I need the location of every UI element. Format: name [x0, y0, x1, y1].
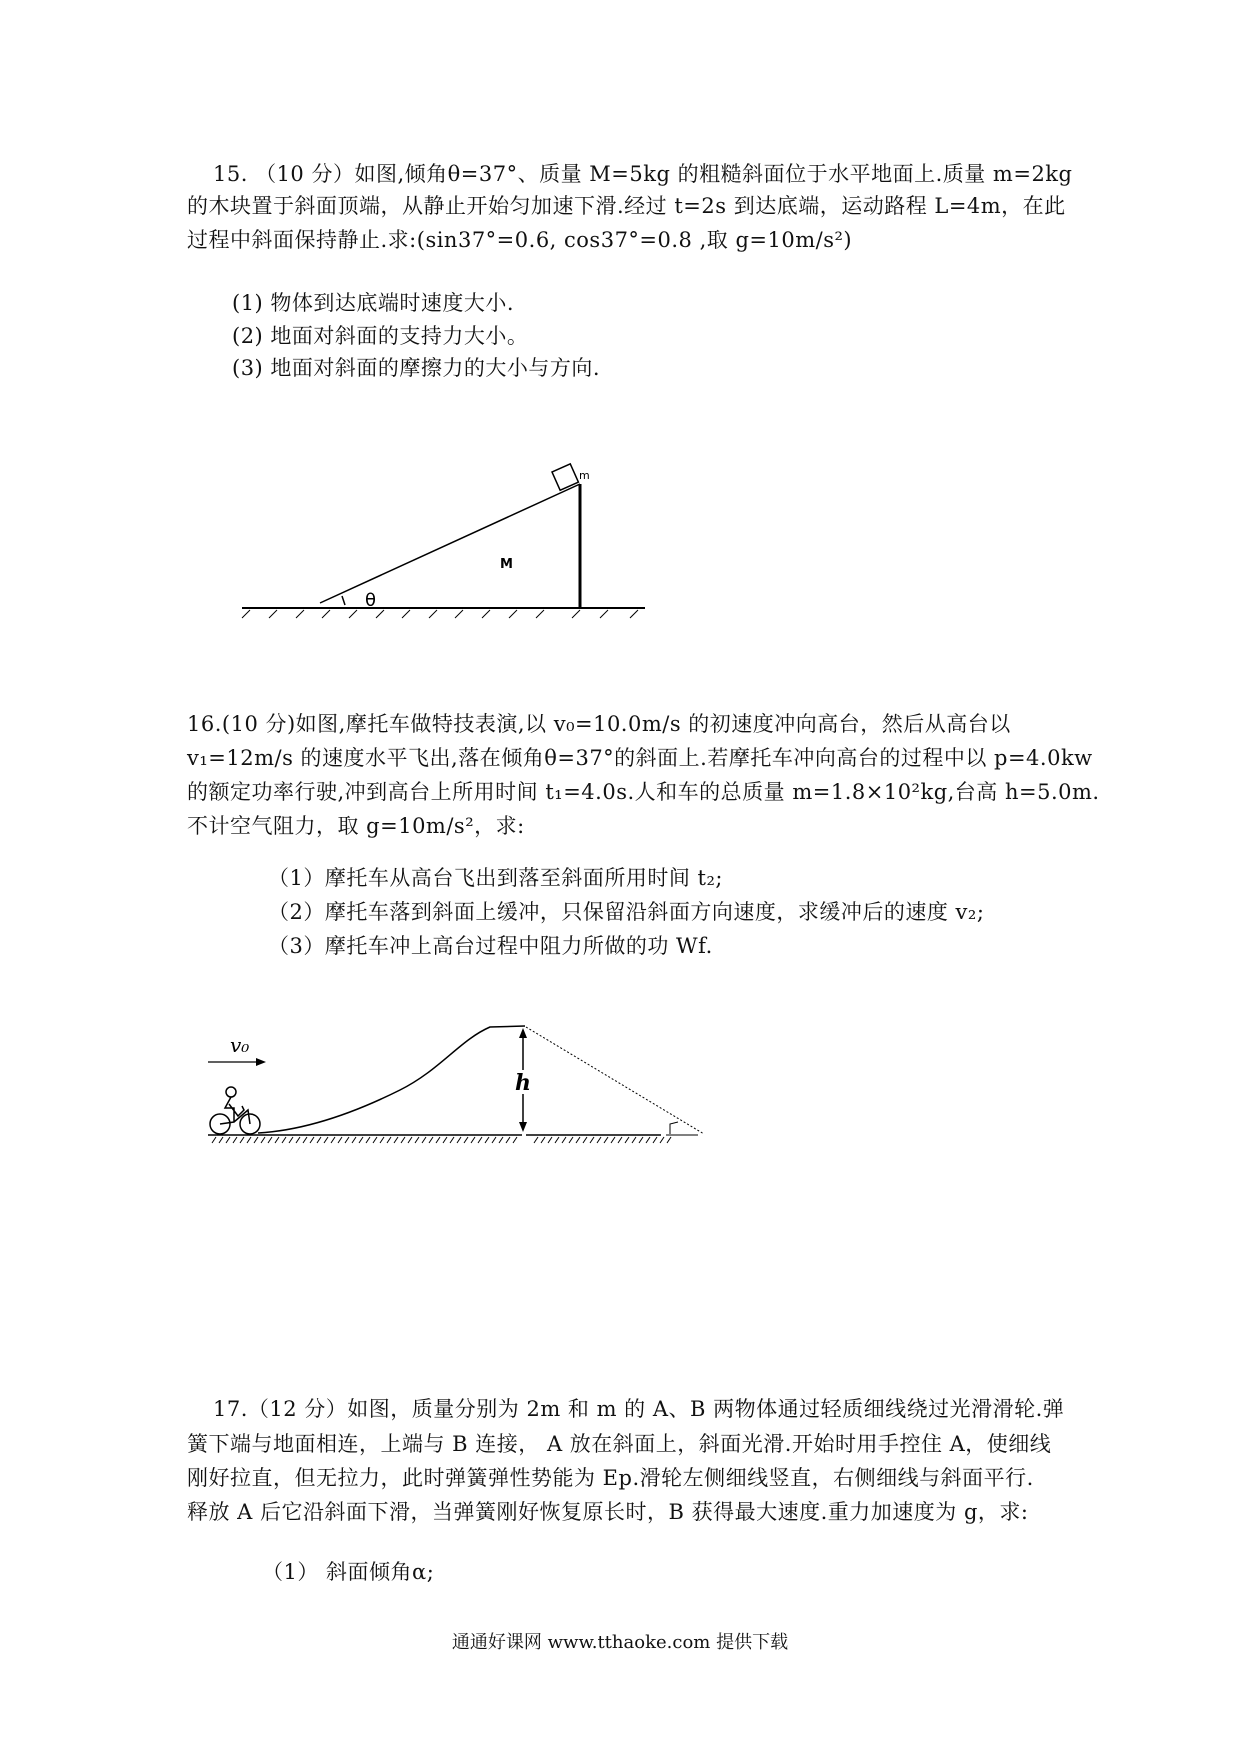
h-arrow-top	[519, 1028, 527, 1038]
q15-question-2: (2) 地面对斜面的支持力大小。	[232, 324, 529, 348]
hatch-mark	[464, 1137, 468, 1143]
q17-stem-line-2: 簧下端与地面相连，上端与 B 连接， A 放在斜面上，斜面光滑.开始时用手控住 A，使细线	[187, 1432, 1052, 1456]
hatch-mark	[310, 1137, 314, 1143]
hatch-mark	[506, 1137, 510, 1143]
angle-mark	[342, 596, 345, 605]
hatch-mark	[219, 1137, 223, 1143]
hatch-mark	[436, 1137, 440, 1143]
q17-stem-line-4: 释放 A 后它沿斜面下滑，当弹簧刚好恢复原长时，B 获得最大速度.重力加速度为 g，求:	[187, 1500, 1029, 1524]
q16-question-2: （2）摩托车落到斜面上缓冲，只保留沿斜面方向速度，求缓冲后的速度 v₂;	[268, 900, 985, 924]
m-label: m	[579, 469, 590, 482]
q16-stem-line-1: 16.(10 分)如图,摩托车做特技表演,以 v₀=10.0m/s 的初速度冲向高台，然后从高台以	[187, 712, 1011, 736]
ground-hatching	[212, 1137, 671, 1143]
hatch-mark	[583, 1137, 587, 1143]
hatch-mark	[401, 1137, 405, 1143]
hatch-mark	[233, 1137, 237, 1143]
slope-angle-mark	[670, 1122, 678, 1134]
page-footer: 通通好课网 www.tthaoke.com 提供下载	[451, 1632, 789, 1653]
hatch-mark	[597, 1137, 601, 1143]
hatch-mark	[576, 1137, 580, 1143]
hatch-mark	[660, 1137, 664, 1143]
hatch-mark	[359, 1137, 363, 1143]
hatch-mark	[492, 1137, 496, 1143]
hatch-mark	[534, 1137, 538, 1143]
hatch-mark	[541, 1137, 545, 1143]
hatch-mark	[590, 1137, 594, 1143]
hatch-mark	[380, 1137, 384, 1143]
q15-stem-line-2: 的木块置于斜面顶端，从静止开始匀加速下滑.经过 t=2s 到达底端，运动路程 L=4m，在此	[187, 194, 1066, 218]
hatch-mark	[268, 1137, 272, 1143]
hatch-mark	[625, 1137, 629, 1143]
h-label: h	[515, 1070, 531, 1096]
hatch-mark	[394, 1137, 398, 1143]
hatch-mark	[569, 1137, 573, 1143]
hatch-mark	[667, 1137, 671, 1143]
theta-label: θ	[365, 590, 377, 611]
q16-ramp-figure	[200, 1010, 820, 1160]
hatch-mark	[212, 1137, 216, 1143]
v0-arrowhead	[256, 1058, 266, 1066]
hatch-mark	[261, 1137, 265, 1143]
v0-label: v₀	[230, 1033, 250, 1057]
hatch-mark	[478, 1137, 482, 1143]
hatch-mark	[317, 1137, 321, 1143]
hatch-mark	[247, 1137, 251, 1143]
h-arrow-bottom	[519, 1122, 527, 1132]
hatch-mark	[415, 1137, 419, 1143]
hatch-mark	[373, 1137, 377, 1143]
q15-stem-line-1: 15. （10 分）如图,倾角θ=37°、质量 M=5kg 的粗糙斜面位于水平地面上.质量 m=2kg	[213, 162, 1073, 186]
hatch-mark	[366, 1137, 370, 1143]
q16-stem-line-4: 不计空气阻力，取 g=10m/s²，求:	[187, 814, 525, 838]
hatch-mark	[429, 1137, 433, 1143]
q16-question-3: （3）摩托车冲上高台过程中阻力所做的功 Wf.	[268, 934, 713, 958]
hatch-mark	[331, 1137, 335, 1143]
hatch-mark	[611, 1137, 615, 1143]
ramp-curve	[258, 1026, 525, 1133]
hatch-mark	[450, 1137, 454, 1143]
hatch-mark	[632, 1137, 636, 1143]
hatch-mark	[513, 1137, 517, 1143]
hatch-mark	[408, 1137, 412, 1143]
slope-line-dotted	[526, 1027, 704, 1134]
hatch-mark	[352, 1137, 356, 1143]
hatch-mark	[345, 1137, 349, 1143]
hatch-mark	[646, 1137, 650, 1143]
hatch-mark	[653, 1137, 657, 1143]
hatch-mark	[604, 1137, 608, 1143]
hatch-mark	[639, 1137, 643, 1143]
q17-stem-line-3: 刚好拉直，但无拉力，此时弹簧弹性势能为 Ep.滑轮左侧细线竖直，右侧细线与斜面平行.	[187, 1466, 1034, 1490]
hatch-mark	[303, 1137, 307, 1143]
hatch-mark	[499, 1137, 503, 1143]
hatch-mark	[457, 1137, 461, 1143]
hatch-mark	[555, 1137, 559, 1143]
hatch-mark	[422, 1137, 426, 1143]
q15-incline-figure	[230, 460, 650, 620]
hatch-mark	[240, 1137, 244, 1143]
hatch-mark	[282, 1137, 286, 1143]
q15-question-3: (3) 地面对斜面的摩擦力的大小与方向.	[232, 356, 601, 380]
incline-surface	[320, 484, 580, 603]
hatch-mark	[254, 1137, 258, 1143]
hatch-mark	[289, 1137, 293, 1143]
q17-question-1: （1） 斜面倾角α;	[262, 1560, 435, 1584]
hatch-mark	[471, 1137, 475, 1143]
hatch-mark	[562, 1137, 566, 1143]
q16-stem-line-2: v₁=12m/s 的速度水平飞出,落在倾角θ=37°的斜面上.若摩托车冲向高台的过程中以 p=4.0kw	[187, 746, 1093, 770]
hatch-mark	[387, 1137, 391, 1143]
hatch-mark	[443, 1137, 447, 1143]
hatch-mark	[226, 1137, 230, 1143]
hatch-mark	[618, 1137, 622, 1143]
q17-stem-line-1: 17.（12 分）如图，质量分别为 2m 和 m 的 A、B 两物体通过轻质细线绕过光滑滑轮.弹	[213, 1397, 1065, 1421]
hatch-mark	[275, 1137, 279, 1143]
q15-stem-line-3: 过程中斜面保持静止.求:(sin37°=0.6, cos37°=0.8 ,取 g=10m/s²)	[187, 228, 853, 252]
hatch-mark	[324, 1137, 328, 1143]
hatch-mark	[296, 1137, 300, 1143]
q16-question-1: （1）摩托车从高台飞出到落至斜面所用时间 t₂;	[268, 866, 723, 890]
ground-hatching	[242, 610, 638, 618]
M-label: M	[500, 557, 513, 572]
q16-stem-line-3: 的额定功率行驶,冲到高台上所用时间 t₁=4.0s.人和车的总质量 m=1.8×10²kg,台高 h=5.0m.	[187, 780, 1100, 804]
hatch-mark	[338, 1137, 342, 1143]
hatch-mark	[548, 1137, 552, 1143]
motorcycle-icon	[210, 1087, 260, 1134]
q15-question-1: (1) 物体到达底端时速度大小.	[232, 291, 515, 315]
hatch-mark	[485, 1137, 489, 1143]
